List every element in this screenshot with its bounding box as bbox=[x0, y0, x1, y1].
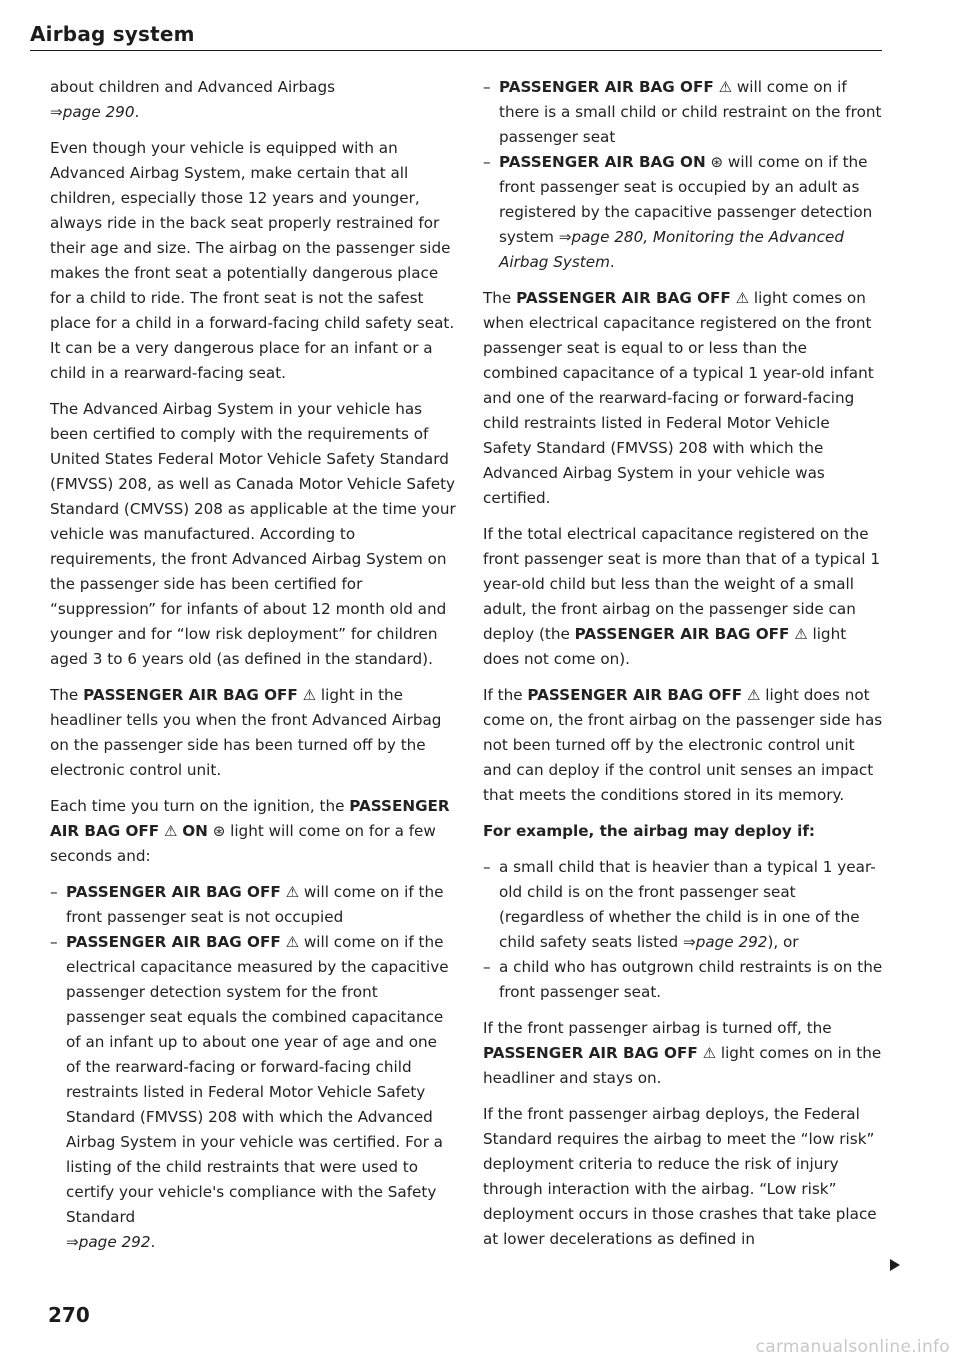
deploy-conditions-list bbox=[483, 855, 883, 1005]
passenger-airbag-off-icon: ⚠ bbox=[794, 625, 808, 643]
passenger-airbag-off-icon: ⚠ bbox=[735, 289, 750, 307]
passenger-airbag-off-icon: ⚠ bbox=[718, 78, 733, 96]
page-number: 270 bbox=[48, 1303, 90, 1327]
page-reference-link[interactable]: ⇒page 292 bbox=[66, 1233, 151, 1251]
arrow-icon: ⇒ bbox=[682, 933, 696, 951]
paragraph: Even though your vehicle is equipped with an Advanced Airbag System, make certain that all children, especially those 12 years and younger, always ride in the back seat properly restrained for their age and size. The airbag on the passenger side makes the front seat a potentially dangerous place for a child to ride. The front seat is not the safest place for a child in a forward-facing child safety seat. It can be a very dangerous place for an infant or a child in a rearward-facing seat. bbox=[50, 139, 455, 382]
status-list bbox=[50, 880, 456, 1255]
passenger-airbag-on-icon: ⊛ bbox=[710, 153, 724, 171]
passenger-airbag-off-icon: ⚠ bbox=[285, 933, 300, 951]
subheading: For example, the airbag may deploy if: bbox=[483, 822, 816, 840]
left-column bbox=[50, 75, 456, 1266]
arrow-icon: ⇒ bbox=[50, 103, 63, 121]
passenger-airbag-off-icon: ⚠ bbox=[302, 686, 317, 704]
header-rule bbox=[30, 50, 882, 51]
list-item: – PASSENGER AIR BAG OFF ⚠ will come on if the electrical capacitance measured by the capacitive passenger detection system for the front passenger seat equals the combined capacitance of an infant up to about one year of age and one of the rearward-facing or forward-facing child restraints listed in Federal Motor Vehicle Safety Standard (FMVSS) 208 with which the Advanced Airbag System in your vehicle was certified. For a listing of the child restraints that were used to certify your vehicle's compliance with the Safety Standard ⇒page 292. bbox=[50, 930, 456, 1255]
list-item: – a child who has outgrown child restraints is on the front passenger seat. bbox=[483, 955, 883, 1005]
arrow-icon: ⇒ bbox=[558, 228, 572, 246]
passenger-airbag-off-icon: ⚠ bbox=[702, 1044, 717, 1062]
paragraph: The PASSENGER AIR BAG OFF ⚠ light in the headliner tells you when the front Advanced Airbag on the passenger side has been turned off by the electronic control unit. bbox=[50, 686, 442, 779]
passenger-airbag-on-icon: ⊛ bbox=[212, 822, 226, 840]
paragraph: The Advanced Airbag System in your vehicle has been certified to comply with the requirements of United States Federal Motor Vehicle Safety Standard (FMVSS) 208, as well as Canada Motor Vehicle Safety Standard (CMVSS) 208 as applicable at the time your vehicle was manufactured. According to requirements, the front Advanced Airbag System on the passenger side has been certified for “suppression” for infants of about 12 month old and younger and for “low risk deployment” for children aged 3 to 6 years old (as defined in the standard). bbox=[50, 400, 456, 668]
paragraph: If the front passenger airbag deploys, the Federal Standard requires the airbag to meet the “low risk” deployment criteria to reduce the risk of injury through interaction with the airbag. “Low risk” deployment occurs in those crashes that take place at lower decelerations as defined in bbox=[483, 1105, 877, 1248]
watermark: carmanualsonline.info bbox=[755, 1337, 950, 1357]
page-reference-link[interactable]: ⇒page 290 bbox=[50, 103, 135, 121]
section-title: Airbag system bbox=[30, 22, 195, 46]
page-reference-link[interactable]: ⇒page 292 bbox=[682, 933, 768, 951]
paragraph: If the front passenger airbag is turned off, the PASSENGER AIR BAG OFF ⚠ light comes on in the headliner and stays on. bbox=[483, 1019, 882, 1087]
paragraph: about children and Advanced Airbags ⇒page 290. bbox=[50, 78, 336, 121]
passenger-airbag-off-icon: ⚠ bbox=[746, 686, 761, 704]
paragraph: The PASSENGER AIR BAG OFF ⚠ light comes on when electrical capacitance registered on the front passenger seat is equal to or less than the combined capacitance of a typical 1 year-old infant and one of the rearward-facing or forward-facing child restraints listed in Federal Motor Vehicle Safety Standard (FMVSS) 208 with which the Advanced Airbag System in your vehicle was certified. bbox=[483, 289, 874, 507]
right-column bbox=[483, 75, 883, 1263]
list-item: – PASSENGER AIR BAG OFF ⚠ will come on if there is a small child or child restraint on the front passenger seat bbox=[483, 75, 883, 150]
page-reference-link[interactable]: ⇒page 280, Monitoring the Advanced Airbag System bbox=[499, 228, 844, 271]
paragraph: If the PASSENGER AIR BAG OFF ⚠ light does not come on, the front airbag on the passenger side has not been turned off by the electronic control unit and can deploy if the control unit senses an impact that meets the conditions stored in its memory. bbox=[483, 686, 883, 804]
passenger-airbag-off-icon: ⚠ bbox=[163, 822, 178, 840]
arrow-icon: ⇒ bbox=[66, 1233, 79, 1251]
passenger-airbag-off-icon: ⚠ bbox=[285, 883, 300, 901]
list-item: – a small child that is heavier than a typical 1 year-old child is on the front passenger seat (regardless of whether the child is in one of the child safety seats listed ⇒page 292), or bbox=[483, 855, 883, 955]
list-item: – PASSENGER AIR BAG OFF ⚠ will come on if the front passenger seat is not occupied bbox=[50, 880, 456, 930]
paragraph: If the total electrical capacitance registered on the front passenger seat is more than that of a typical 1 year-old child but less than the weight of a small adult, the front airbag on the passenger side can deploy (the PASSENGER AIR BAG OFF ⚠ light does not come on). bbox=[483, 525, 881, 668]
paragraph: Each time you turn on the ignition, the PASSENGER AIR BAG OFF ⚠ ON ⊛ light will come on for a few seconds and: bbox=[50, 797, 450, 865]
continue-arrow-icon bbox=[890, 1259, 900, 1271]
status-list bbox=[483, 75, 883, 275]
list-item: – PASSENGER AIR BAG ON ⊛ will come on if the front passenger seat is occupied by an adult as registered by the capacitive passenger detection system ⇒page 280, Monitoring the Advanced Airbag System. bbox=[483, 150, 883, 275]
